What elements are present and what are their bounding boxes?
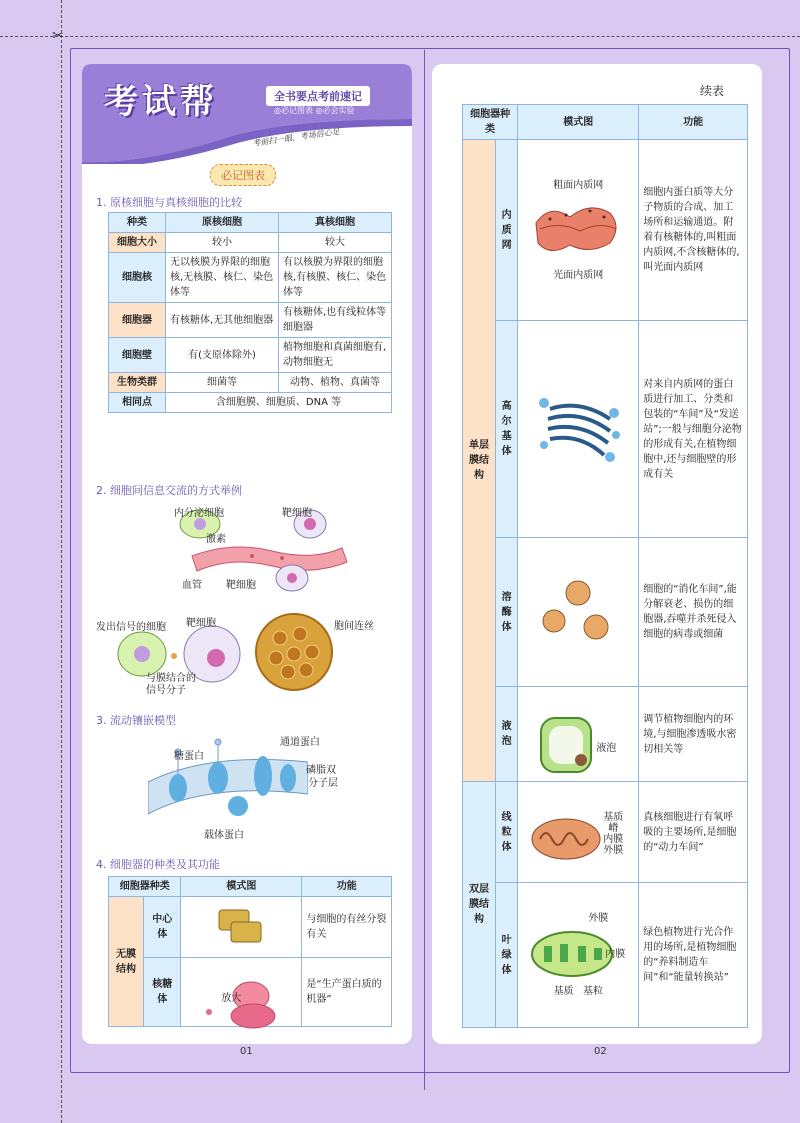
golgi-figure [530,379,626,475]
figure-label: 信号分子 [146,685,186,696]
table-header: 真核细胞 [279,213,392,233]
ribosome-figure [201,978,281,1034]
table-row [463,140,748,321]
section-title-2: 2. 细胞间信息交流的方式举例 [96,484,242,497]
table-header: 细胞器种类 [463,105,518,140]
row-label: 高尔基体 [496,321,518,538]
figure-label: 靶细胞 [186,618,216,629]
table-cell: 调节植物细胞内的环境,与细胞渗透吸水密切相关等 [639,687,748,782]
figure-label: 内膜 [605,949,626,960]
lysosome-image-cell [518,538,639,687]
table-cell: 有(支原体除外) [166,338,279,373]
booklet-spine [424,50,425,1090]
figure-label: 外膜 [603,844,624,856]
figure-label: 糖蛋白 [174,751,204,762]
mito-labels [592,812,634,856]
page-2 [432,64,762,1044]
row-label: 中心体 [144,897,181,958]
figure-label: 磷脂双 [306,765,336,776]
figure-label: 分子层 [308,778,338,789]
table-cell: 是“生产蛋白质的机器” [302,958,392,1027]
table-cell: 细胞内蛋白质等大分子物质的合成、加工场所和运输通道。附着有核糖体的,叫粗面内质网,不含核糖体的,叫光面内质网 [639,140,748,321]
table-row [109,338,392,373]
header-subtitle: ◎必记图表 ◎必会实验 [274,106,355,115]
table-row [109,253,392,303]
table-row [463,321,748,538]
table-cell: 绿色植物进行光合作用的场所,是植物细胞的“养料制造车间”和“能量转换站” [639,883,748,1028]
page-1 [82,64,412,1044]
section-title-1: 1. 原核细胞与真核细胞的比较 [96,196,242,209]
figure-label: 嵴 [608,822,619,834]
organelle-table [108,876,392,1027]
figure-label: 发出信号的细胞 [96,622,166,633]
lysosome-figure [538,575,618,645]
table-cell: 含细胞膜、细胞质、DNA 等 [166,393,392,413]
figure-label: 粗面内质网 [553,179,604,191]
er-image-cell [518,140,639,321]
cut-line-horizontal [0,36,800,37]
figure-label: 基质 [603,811,624,823]
row-label: 细胞核 [109,253,166,303]
ribosome-image-cell [181,958,302,1027]
figure-label: 基粒 [583,986,603,997]
table-cell: 较小 [166,233,279,253]
page-number-1: 01 [240,1046,253,1057]
er-figure [530,193,626,263]
table-cell: 细菌等 [166,373,279,393]
figure-label: 液泡 [596,743,617,754]
header-motto: 考前扫一眼，考场信心足 [251,126,341,149]
figure-label: 外膜 [588,913,609,924]
chloroplast-image-cell [518,883,639,1028]
table-row [109,393,392,413]
table-header: 原核细胞 [166,213,279,233]
table-row [463,538,748,687]
row-label: 相同点 [109,393,166,413]
figure-label: 光面内质网 [553,269,604,281]
table-cell: 动物、植物、真菌等 [279,373,392,393]
row-label: 溶酶体 [496,538,518,687]
table-cell: 有以核膜为界限的细胞核,有核膜、核仁、染色体等 [279,253,392,303]
golgi-image-cell [518,321,639,538]
table-cell: 较大 [279,233,392,253]
centriole-image-cell [181,897,302,958]
table-row [109,303,392,338]
row-label: 细胞壁 [109,338,166,373]
chloro-bottom-labels [522,984,634,999]
continued-label: 续表 [700,84,725,98]
table-row [463,687,748,782]
table-cell: 真核细胞进行有氧呼吸的主要场所,是细胞的“动力车间” [639,782,748,883]
row-label: 细胞器 [109,303,166,338]
row-label: 细胞大小 [109,233,166,253]
table-cell: 有核糖体,无其他细胞器 [166,303,279,338]
section-badge: 必记图表 [210,164,276,186]
section-title-4: 4. 细胞器的种类及其功能 [96,858,220,871]
comparison-table [108,212,392,413]
figure-label: 基质 [553,986,574,997]
table-cell: 无以核膜为界限的细胞核,无核膜、核仁、染色体等 [166,253,279,303]
header-pill: 全书要点考前速记 [266,86,370,106]
figure-label: 内膜 [603,833,624,845]
brand-title: 考试帮 [104,82,218,122]
row-label: 液泡 [496,687,518,782]
table-header: 模式图 [181,877,302,897]
table-header: 功能 [302,877,392,897]
table-cell: 有核糖体,也有线粒体等细胞器 [279,303,392,338]
row-label: 叶绿体 [496,883,518,1028]
vacuole-image-cell [518,687,639,782]
figure-label: 与膜结合的 [146,673,196,684]
plasmodesmata-photo [254,612,334,692]
table-row [109,233,392,253]
figure-label: 胞间连丝 [334,621,374,632]
row-label: 内质网 [496,140,518,321]
table-cell: 细胞的“消化车间”,能分解衰老、损伤的细胞器,吞噬并杀死侵入细胞的病毒或细菌 [639,538,748,687]
row-label: 线粒体 [496,782,518,883]
page-number-2: 02 [594,1046,607,1057]
table-row [109,958,392,1027]
section-title-3: 3. 流动镶嵌模型 [96,714,176,727]
organelle-table-continued [462,104,748,1028]
figure-label: 通道蛋白 [280,737,320,748]
cut-line-vertical [61,0,62,1123]
table-header: 模式图 [518,105,639,140]
row-label: 生物类群 [109,373,166,393]
figure-label: 血管 [182,580,202,591]
figure-label: 靶细胞 [226,580,256,591]
row-label: 核糖体 [144,958,181,1027]
table-row [463,883,748,1028]
table-cell: 对来自内质网的蛋白质进行加工、分类和包装的“车间”及“发送站”;一般与细胞分泌物的形成有关,在植物细胞中,还与细胞壁的形成有关 [639,321,748,538]
mitochondria-image-cell [518,782,639,883]
figure-label: 内分泌细胞 [174,508,224,519]
group-label: 无膜结构 [109,897,144,1027]
group-label: 双层膜结构 [463,782,496,1028]
centriole-figure [211,902,271,948]
table-row [109,373,392,393]
figure-label: 载体蛋白 [204,830,244,841]
table-cell: 植物细胞和真菌细胞有,动物细胞无 [279,338,392,373]
table-header: 种类 [109,213,166,233]
table-header: 功能 [639,105,748,140]
table-cell: 与细胞的有丝分裂有关 [302,897,392,958]
figure-label: 放大 [221,993,242,1004]
table-row [463,782,748,883]
group-label: 单层膜结构 [463,140,496,782]
figure-label: 激素 [206,534,226,545]
table-row [109,897,392,958]
table-header: 细胞器种类 [109,877,181,897]
figure-label: 靶细胞 [282,508,312,519]
scissors-icon: ✂ [52,28,64,44]
